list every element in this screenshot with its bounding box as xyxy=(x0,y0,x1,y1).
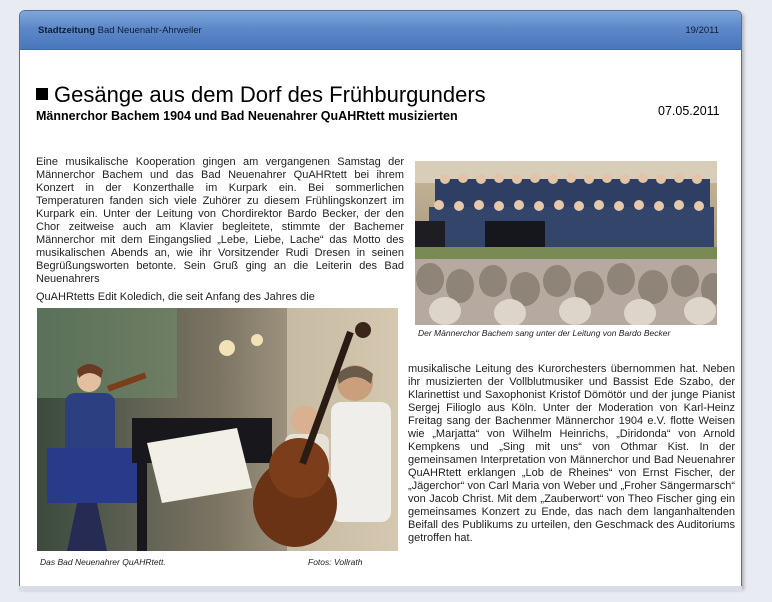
article-frame xyxy=(19,10,742,588)
quartet-photo xyxy=(37,308,398,551)
brand-bold: Stadtzeitung xyxy=(38,25,95,36)
choir-photo xyxy=(415,161,717,325)
choir-photo-image xyxy=(415,161,717,325)
article-subtitle: Männerchor Bachem 1904 und Bad Neuenahrer QuAHRtett musizierten xyxy=(36,109,458,123)
article-date: 07.05.2011 xyxy=(658,104,720,118)
article-title-text: Gesänge aus dem Dorf des Frühburgunders xyxy=(54,82,486,107)
article-paragraph-1: Eine musikalische Kooperation gingen am vergangenen Samstag der Männerchor Bachem und das Bad Neuenahrer QuAHRtett bei ihrem Konzert in der Konzerthalle im Kurpark ein. Bei sommerlichen Temperaturen fanden sich viele Zuhörer zu diesem Frühlingskonzert im Kurpark ein. Unter der Leitung von Chordirektor Bardo Becker, der den Chor zeitweise auch am Klavier begleitete, stimmte der Bachemer Männerchor mit dem Eingangslied „Lebe, Liebe, Lache“ das Motto des musikalischen Abends an, wie ihr Vorsitzender Rudi Dresen in seinen Begrüßungsworten betonte. Sein Gruß ging an die Leiterin des Bad Neuenahrers xyxy=(36,156,404,285)
bullet-square-icon xyxy=(36,88,48,100)
quartet-photo-image xyxy=(37,308,398,551)
newspaper-brand xyxy=(38,25,202,36)
article-title xyxy=(36,82,486,108)
article-paragraph-3: musikalische Leitung des Kurorchesters übernommen hat. Neben ihr musizierten der Vollblutmusiker und Bassist Ede Szabo, der Klarinettist und Saxophonist Kristof Dömötör und der junge Pianist Sergej Filioglo aus Köln. Unter der Moderation von Karl-Heinz Freitag sang der Bachenmer Männerchor 1904 e.V. flotte Weisen wie „Marjatta“ von Wilhelm Heinrichs, „Diridonda“ von Arnold Kempkens und „Sing mit uns“ von Othmar Kist. In der gemeinsamen Interpretation von Männerchor und Bad Neuenahrer QuAHRtett erklangen „Lob de Rheines“ von Ernst Fischer, der „Jägerchor“ von Carl Maria von Weber und „Froher Sängermarsch“ von Jacob Christ. Mit dem „Zauberwort“ von Theo Fischer ging ein gemeinsames Konzert zu Ende, das nach dem langanhaltenden Beifall des Publikums zu urteilen, den Geschmack des Auditoriums getroffen hat. xyxy=(408,363,735,544)
page-bottom-strip xyxy=(19,586,742,592)
photo-credit: Fotos: Vollrath xyxy=(308,557,363,567)
issue-number: 19/2011 xyxy=(685,25,719,36)
article-paragraph-2: QuAHRtetts Edit Koledich, die seit Anfang des Jahres die xyxy=(36,291,315,303)
choir-photo-caption: Der Männerchor Bachem sang unter der Leitung von Bardo Becker xyxy=(418,328,671,338)
brand-location: Bad Neuenahr-Ahrweiler xyxy=(97,25,202,36)
newspaper-header-bar xyxy=(20,11,741,50)
quartet-photo-caption: Das Bad Neuenahrer QuAHRtett. xyxy=(40,557,166,567)
